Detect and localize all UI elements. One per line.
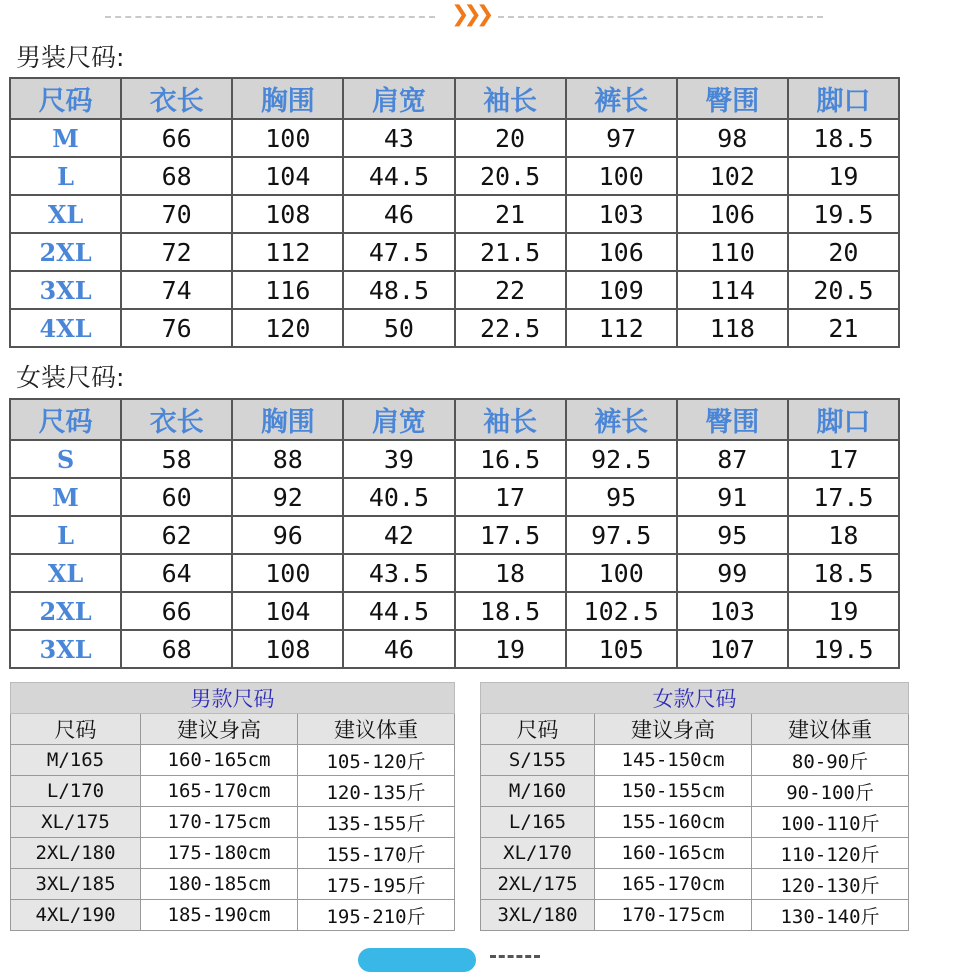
table-cell: 100 [232,554,343,592]
table-cell: 103 [566,195,677,233]
table-header-row [481,714,909,745]
table-row [10,233,899,271]
table-cell: 68 [121,157,232,195]
table-cell: 42 [343,516,454,554]
size-cell: L [10,157,121,195]
size-cell: XL [10,554,121,592]
header-cell: 脚口 [788,399,899,440]
size-cell: L [10,516,121,554]
table-cell: 17 [788,440,899,478]
table-cell: 99 [677,554,788,592]
table-cell: 105 [566,630,677,668]
table-cell: 18 [788,516,899,554]
weight-cell: 110-120斤 [752,838,909,869]
table-cell: 96 [232,516,343,554]
table-cell: 44.5 [343,157,454,195]
header-cell: 臀围 [677,399,788,440]
header-cell: 胸围 [232,78,343,119]
table-cell: 100 [566,157,677,195]
size-cell: 3XL/185 [11,869,141,900]
table-caption-row [481,683,909,714]
table-cell: 46 [343,195,454,233]
table-cell: 18 [455,554,566,592]
table-row [11,900,455,931]
table-cell: 46 [343,630,454,668]
men-size-table [9,77,900,348]
size-cell: M/160 [481,776,595,807]
table-cell: 92.5 [566,440,677,478]
size-cell: 3XL [10,630,121,668]
header-cell: 尺码 [10,78,121,119]
table-cell: 74 [121,271,232,309]
table-cell: 18.5 [788,554,899,592]
table-cell: 104 [232,592,343,630]
size-cell: S/155 [481,745,595,776]
table-cell: 20 [455,119,566,157]
table-cell: 18.5 [788,119,899,157]
table-cell: 19 [455,630,566,668]
size-cell: L/170 [11,776,141,807]
weight-cell: 120-135斤 [298,776,455,807]
size-cell: S [10,440,121,478]
chevrons-right-icon: ❯❯❯ [451,2,489,27]
weight-cell: 195-210斤 [298,900,455,931]
size-cell: XL/175 [11,807,141,838]
weight-cell: 135-155斤 [298,807,455,838]
header-cell: 袖长 [455,399,566,440]
table-caption-row [11,683,455,714]
table-cell: 106 [566,233,677,271]
table-row [10,271,899,309]
table-cell: 18.5 [455,592,566,630]
table-cell: 19.5 [788,195,899,233]
table-cell: 17.5 [455,516,566,554]
table-cell: 118 [677,309,788,347]
table-cell: 62 [121,516,232,554]
table-header-row [10,399,899,440]
size-cell: 2XL [10,233,121,271]
size-cell: 3XL [10,271,121,309]
header-cell: 袖长 [455,78,566,119]
table-row [481,776,909,807]
table-row [481,745,909,776]
size-cell: 2XL [10,592,121,630]
women-recommend-caption: 女款尺码 [481,683,909,714]
header-cell: 衣长 [121,78,232,119]
weight-cell: 155-170斤 [298,838,455,869]
table-cell: 116 [232,271,343,309]
height-cell: 170-175cm [141,807,298,838]
men-recommend-caption: 男款尺码 [11,683,455,714]
table-row [11,776,455,807]
weight-cell: 90-100斤 [752,776,909,807]
table-cell: 16.5 [455,440,566,478]
table-cell: 19.5 [788,630,899,668]
weight-cell: 130-140斤 [752,900,909,931]
table-cell: 107 [677,630,788,668]
men-size-title: 男装尺码: [16,43,125,72]
table-cell: 103 [677,592,788,630]
table-cell: 76 [121,309,232,347]
size-cell: 4XL [10,309,121,347]
header-cell: 衣长 [121,399,232,440]
height-cell: 145-150cm [595,745,752,776]
table-row [10,630,899,668]
table-cell: 48.5 [343,271,454,309]
height-cell: 150-155cm [595,776,752,807]
table-cell: 95 [677,516,788,554]
table-cell: 44.5 [343,592,454,630]
weight-cell: 100-110斤 [752,807,909,838]
table-row [481,900,909,931]
table-cell: 47.5 [343,233,454,271]
table-cell: 91 [677,478,788,516]
table-cell: 22 [455,271,566,309]
height-cell: 180-185cm [141,869,298,900]
table-cell: 39 [343,440,454,478]
size-cell: 2XL/175 [481,869,595,900]
table-cell: 88 [232,440,343,478]
top-divider [0,0,960,34]
size-cell: 3XL/180 [481,900,595,931]
height-cell: 185-190cm [141,900,298,931]
table-cell: 98 [677,119,788,157]
table-cell: 22.5 [455,309,566,347]
table-cell: 97.5 [566,516,677,554]
header-cell: 建议身高 [141,714,298,745]
size-cell: XL/170 [481,838,595,869]
table-cell: 112 [232,233,343,271]
table-cell: 21 [455,195,566,233]
table-cell: 87 [677,440,788,478]
table-cell: 72 [121,233,232,271]
women-recommend-table [480,682,909,931]
height-cell: 160-165cm [141,745,298,776]
bottom-pill-decoration [358,948,476,972]
table-cell: 95 [566,478,677,516]
table-row [11,838,455,869]
size-cell: M [10,478,121,516]
table-cell: 100 [232,119,343,157]
table-header-row [11,714,455,745]
table-cell: 120 [232,309,343,347]
weight-cell: 175-195斤 [298,869,455,900]
table-row [481,869,909,900]
table-cell: 110 [677,233,788,271]
table-cell: 112 [566,309,677,347]
size-cell: 4XL/190 [11,900,141,931]
table-cell: 50 [343,309,454,347]
table-cell: 102 [677,157,788,195]
table-cell: 92 [232,478,343,516]
women-size-title: 女装尺码: [16,363,125,392]
height-cell: 170-175cm [595,900,752,931]
table-header-row [10,78,899,119]
dashed-line-left [105,16,435,18]
table-row [11,807,455,838]
table-cell: 20.5 [788,271,899,309]
table-row [10,554,899,592]
table-cell: 20.5 [455,157,566,195]
table-cell: 70 [121,195,232,233]
header-cell: 建议身高 [595,714,752,745]
table-row [10,157,899,195]
header-cell: 尺码 [481,714,595,745]
weight-cell: 80-90斤 [752,745,909,776]
size-cell: 2XL/180 [11,838,141,869]
header-cell: 臀围 [677,78,788,119]
table-row [481,838,909,869]
table-cell: 66 [121,592,232,630]
header-cell: 肩宽 [343,399,454,440]
table-cell: 97 [566,119,677,157]
table-row [10,478,899,516]
women-size-table [9,398,900,669]
table-cell: 108 [232,195,343,233]
table-cell: 64 [121,554,232,592]
header-cell: 裤长 [566,78,677,119]
table-cell: 20 [788,233,899,271]
table-row [10,440,899,478]
weight-cell: 105-120斤 [298,745,455,776]
size-cell: L/165 [481,807,595,838]
header-cell: 胸围 [232,399,343,440]
table-row [11,745,455,776]
header-cell: 尺码 [11,714,141,745]
header-cell: 裤长 [566,399,677,440]
table-cell: 106 [677,195,788,233]
header-cell: 肩宽 [343,78,454,119]
men-recommend-table [10,682,455,931]
height-cell: 165-170cm [595,869,752,900]
header-cell: 建议体重 [752,714,909,745]
size-cell: XL [10,195,121,233]
table-cell: 17.5 [788,478,899,516]
table-cell: 108 [232,630,343,668]
table-cell: 100 [566,554,677,592]
table-row [10,592,899,630]
table-row [10,516,899,554]
table-cell: 40.5 [343,478,454,516]
height-cell: 175-180cm [141,838,298,869]
table-row [11,869,455,900]
header-cell: 脚口 [788,78,899,119]
size-cell: M [10,119,121,157]
table-cell: 19 [788,592,899,630]
table-row [10,195,899,233]
table-cell: 68 [121,630,232,668]
header-cell: 尺码 [10,399,121,440]
height-cell: 155-160cm [595,807,752,838]
height-cell: 160-165cm [595,838,752,869]
table-cell: 58 [121,440,232,478]
height-cell: 165-170cm [141,776,298,807]
table-cell: 17 [455,478,566,516]
table-row [10,309,899,347]
table-cell: 21.5 [455,233,566,271]
table-cell: 43.5 [343,554,454,592]
table-cell: 21 [788,309,899,347]
table-cell: 19 [788,157,899,195]
table-row [10,119,899,157]
weight-cell: 120-130斤 [752,869,909,900]
header-cell: 建议体重 [298,714,455,745]
table-cell: 114 [677,271,788,309]
table-row [481,807,909,838]
table-cell: 102.5 [566,592,677,630]
table-cell: 43 [343,119,454,157]
table-cell: 66 [121,119,232,157]
table-cell: 60 [121,478,232,516]
table-cell: 104 [232,157,343,195]
table-cell: 109 [566,271,677,309]
dashed-line-right [498,16,823,18]
size-cell: M/165 [11,745,141,776]
